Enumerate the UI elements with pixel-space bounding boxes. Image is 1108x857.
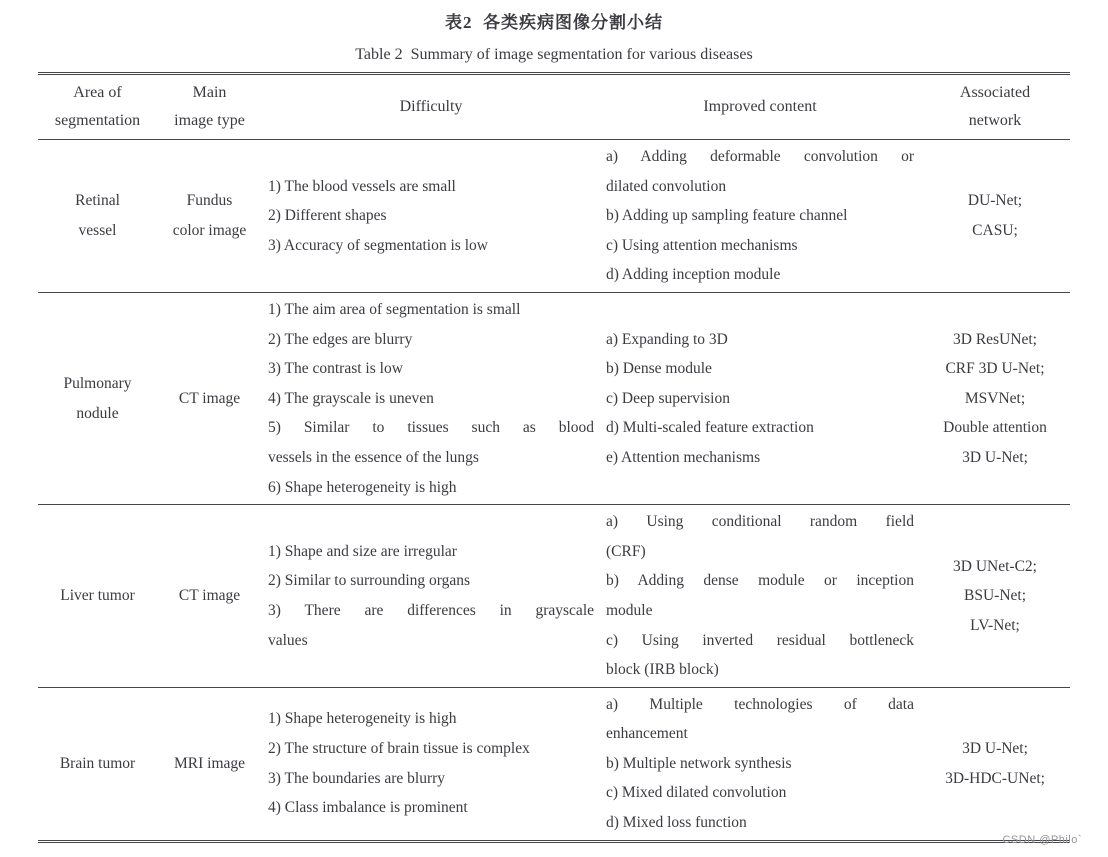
text-line: 3) The contrast is low bbox=[268, 360, 403, 378]
improved-item bbox=[606, 690, 914, 749]
text-line: 2) The structure of brain tissue is complex bbox=[268, 740, 530, 758]
text-line: 2) The edges are blurry bbox=[268, 330, 413, 348]
text-line: 1) The aim area of segmentation is small bbox=[268, 300, 521, 318]
text-line: Liver tumor bbox=[60, 587, 135, 605]
header-row bbox=[38, 74, 1070, 140]
difficulty-item bbox=[268, 231, 594, 261]
improved-cell bbox=[600, 505, 920, 688]
table-header bbox=[38, 74, 1070, 140]
network-cell bbox=[920, 687, 1070, 841]
column-header-network bbox=[920, 74, 1070, 140]
difficulty-item bbox=[268, 473, 594, 503]
table-row bbox=[38, 140, 1070, 293]
difficulty-item bbox=[268, 295, 594, 325]
text-line: b) Multiple network synthesis bbox=[606, 754, 792, 772]
text-line: Associated bbox=[959, 84, 1031, 101]
table-row bbox=[38, 505, 1070, 688]
text-line: MRI image bbox=[173, 754, 246, 772]
text-line: a) Expanding to 3D bbox=[606, 330, 728, 348]
improved-item bbox=[606, 808, 914, 838]
text-line: 5) Similar to tissues such as blood bbox=[268, 419, 594, 437]
text-line: 3D U-Net; bbox=[962, 448, 1028, 466]
table-row bbox=[38, 292, 1070, 504]
improved-item bbox=[606, 507, 914, 566]
image-type-cell bbox=[157, 140, 262, 293]
text-line: CT image bbox=[178, 389, 241, 407]
text-line: 2) Similar to surrounding organs bbox=[268, 572, 471, 590]
network-cell bbox=[920, 292, 1070, 504]
improved-item bbox=[606, 142, 914, 201]
text-line: CT image bbox=[178, 587, 241, 605]
text-line: nodule bbox=[76, 404, 119, 422]
improved-item bbox=[606, 413, 914, 443]
text-line: dilated convolution bbox=[606, 177, 727, 195]
column-header-difficulty bbox=[262, 74, 600, 140]
area-cell bbox=[38, 292, 157, 504]
text-line: 1) Shape and size are irregular bbox=[268, 542, 457, 560]
difficulty-item bbox=[268, 384, 594, 414]
image-type-cell bbox=[157, 505, 262, 688]
text-line: 3D UNet-C2; bbox=[953, 557, 1037, 575]
text-line: 3D-HDC-UNet; bbox=[945, 769, 1045, 787]
text-line: c) Mixed dilated convolution bbox=[606, 784, 787, 802]
text-line: Pulmonary bbox=[63, 374, 132, 392]
improved-item bbox=[606, 260, 914, 290]
difficulty-item bbox=[268, 793, 594, 823]
text-line: 3D U-Net; bbox=[962, 740, 1028, 758]
difficulty-item bbox=[268, 201, 594, 231]
text-line: 2) Different shapes bbox=[268, 207, 387, 225]
improved-cell bbox=[600, 687, 920, 841]
difficulty-item bbox=[268, 325, 594, 355]
text-line: LV-Net; bbox=[970, 616, 1020, 634]
text-line: Double attention bbox=[943, 419, 1047, 437]
column-header-area bbox=[38, 74, 157, 140]
text-line: color image bbox=[172, 221, 247, 239]
text-line: a) Using conditional random field bbox=[606, 513, 914, 531]
table-row bbox=[38, 687, 1070, 841]
improved-item bbox=[606, 354, 914, 384]
table-caption-en: Table 2 Summary of image segmentation for various diseases bbox=[355, 46, 753, 63]
text-line: values bbox=[268, 631, 308, 649]
text-line: 1) The blood vessels are small bbox=[268, 177, 456, 195]
text-line: enhancement bbox=[606, 725, 688, 743]
text-line: Brain tumor bbox=[59, 754, 136, 772]
image-type-cell bbox=[157, 292, 262, 504]
text-line: Improved content bbox=[703, 98, 817, 115]
text-line: 3) Accuracy of segmentation is low bbox=[268, 236, 488, 254]
text-line: Retinal bbox=[75, 192, 120, 210]
area-cell bbox=[38, 505, 157, 688]
difficulty-item bbox=[268, 734, 594, 764]
text-line: b) Adding up sampling feature channel bbox=[606, 207, 848, 225]
improved-item bbox=[606, 749, 914, 779]
difficulty-item bbox=[268, 566, 594, 596]
difficulty-item bbox=[268, 413, 594, 472]
improved-item bbox=[606, 325, 914, 355]
text-line: 6) Shape heterogeneity is high bbox=[268, 478, 457, 496]
text-line: d) Adding inception module bbox=[606, 266, 781, 284]
text-line: 3D ResUNet; bbox=[953, 330, 1037, 348]
text-line: 4) The grayscale is uneven bbox=[268, 389, 434, 407]
difficulty-item bbox=[268, 354, 594, 384]
image-type-cell bbox=[157, 687, 262, 841]
text-line: 4) Class imbalance is prominent bbox=[268, 799, 468, 817]
text-line: Main bbox=[192, 84, 227, 101]
improved-item bbox=[606, 384, 914, 414]
improved-cell bbox=[600, 292, 920, 504]
improved-cell bbox=[600, 140, 920, 293]
difficulty-cell bbox=[262, 505, 600, 688]
text-line: image type bbox=[174, 112, 245, 129]
improved-item bbox=[606, 443, 914, 473]
improved-item bbox=[606, 566, 914, 625]
table-body bbox=[38, 140, 1070, 842]
difficulty-item bbox=[268, 172, 594, 202]
text-line: BSU-Net; bbox=[964, 587, 1026, 605]
text-line: Area of bbox=[73, 84, 122, 101]
text-line: vessels in the essence of the lungs bbox=[268, 448, 479, 466]
difficulty-item bbox=[268, 537, 594, 567]
text-line: (CRF) bbox=[606, 542, 646, 560]
text-line: 3) There are differences in grayscale bbox=[268, 601, 594, 619]
difficulty-item bbox=[268, 596, 594, 655]
text-line: CRF 3D U-Net; bbox=[945, 360, 1045, 378]
text-line: 1) Shape heterogeneity is high bbox=[268, 710, 457, 728]
improved-item bbox=[606, 626, 914, 685]
text-line: e) Attention mechanisms bbox=[606, 448, 761, 466]
text-line: vessel bbox=[78, 221, 117, 239]
area-cell bbox=[38, 687, 157, 841]
summary-table bbox=[38, 72, 1070, 843]
text-line: b) Adding dense module or inception bbox=[606, 572, 914, 590]
improved-item bbox=[606, 201, 914, 231]
text-line: module bbox=[606, 601, 653, 619]
text-line: c) Using inverted residual bottleneck bbox=[606, 631, 914, 649]
network-cell bbox=[920, 505, 1070, 688]
text-line: block (IRB block) bbox=[606, 661, 719, 679]
difficulty-item bbox=[268, 704, 594, 734]
text-line: b) Dense module bbox=[606, 360, 712, 378]
difficulty-cell bbox=[262, 687, 600, 841]
column-header-improved bbox=[600, 74, 920, 140]
text-line: a) Multiple technologies of data bbox=[606, 695, 914, 713]
text-line: Fundus bbox=[186, 192, 233, 210]
improved-item bbox=[606, 231, 914, 261]
network-cell bbox=[920, 140, 1070, 293]
text-line: CASU; bbox=[972, 221, 1018, 239]
text-line: c) Deep supervision bbox=[606, 389, 730, 407]
text-line: network bbox=[968, 112, 1022, 129]
column-header-type bbox=[157, 74, 262, 140]
difficulty-cell bbox=[262, 140, 600, 293]
watermark: CSDN @Philo` bbox=[1002, 834, 1082, 846]
text-line: a) Adding deformable convolution or bbox=[606, 148, 914, 165]
text-line: segmentation bbox=[54, 112, 141, 129]
text-line: d) Mixed loss function bbox=[606, 814, 747, 832]
text-line: MSVNet; bbox=[964, 389, 1026, 407]
text-line: d) Multi-scaled feature extraction bbox=[606, 419, 814, 437]
text-line: DU-Net; bbox=[967, 192, 1023, 210]
area-cell bbox=[38, 140, 157, 293]
difficulty-item bbox=[268, 764, 594, 794]
text-line: c) Using attention mechanisms bbox=[606, 236, 798, 254]
table-caption-zh: 表2 各类疾病图像分割小结 bbox=[445, 13, 663, 32]
improved-item bbox=[606, 778, 914, 808]
text-line: 3) The boundaries are blurry bbox=[268, 769, 446, 787]
text-line: Difficulty bbox=[399, 98, 463, 115]
difficulty-cell bbox=[262, 292, 600, 504]
